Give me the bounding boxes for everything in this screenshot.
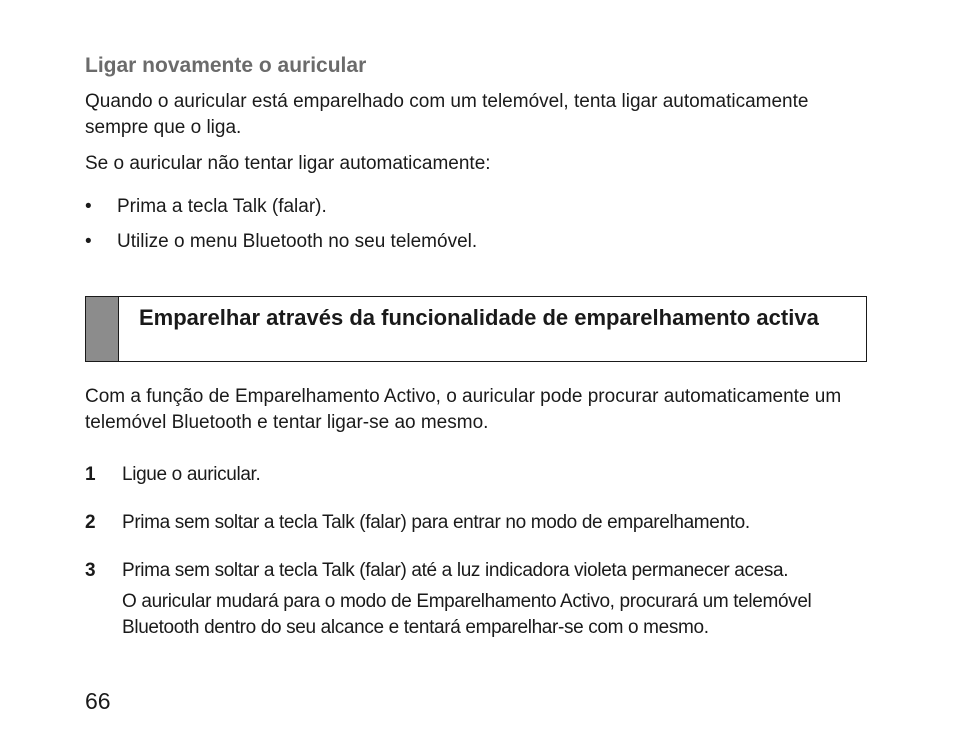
step-note: O auricular mudará para o modo de Emparelhamento Activo, procurará um telemóvel Bluetooth dentro do seu alcance e tentará emparelhar-se com o mesmo. xyxy=(122,591,812,638)
bullet-marker: • xyxy=(85,231,92,252)
step-number: 3 xyxy=(85,560,96,581)
step-text: Prima sem soltar a tecla Talk (falar) para entrar no modo de emparelhamento. xyxy=(122,512,750,533)
page-number: 66 xyxy=(85,688,111,714)
subheading: Ligar novamente o auricular xyxy=(85,54,367,77)
step-item xyxy=(85,510,885,536)
list-item xyxy=(85,229,477,255)
step-item xyxy=(85,462,885,488)
step-text: Prima sem soltar a tecla Talk (falar) até a luz indicadora violeta permanecer acesa. xyxy=(122,560,789,581)
bullet-marker: • xyxy=(85,196,92,217)
step-number: 2 xyxy=(85,512,96,533)
intro-condition: Se o auricular não tentar ligar automaticamente: xyxy=(85,153,491,174)
section-heading-bar xyxy=(86,297,119,361)
section-description: Com a função de Emparelhamento Activo, o auricular pode procurar automaticamente um telemóvel Bluetooth e tentar ligar-se ao mesmo. xyxy=(85,386,842,433)
intro-paragraph: Quando o auricular está emparelhado com um telemóvel, tenta ligar automaticamente sempre que o liga. xyxy=(85,91,809,138)
bullet-text: Utilize o menu Bluetooth no seu telemóvel. xyxy=(117,231,478,252)
step-item xyxy=(85,558,885,584)
list-item xyxy=(85,194,327,220)
bullet-text: Prima a tecla Talk (falar). xyxy=(117,196,327,217)
section-heading-box xyxy=(85,296,867,362)
step-number: 1 xyxy=(85,464,96,485)
section-title: Emparelhar através da funcionalidade de emparelhamento activa xyxy=(139,305,819,330)
step-text: Ligue o auricular. xyxy=(122,464,261,485)
